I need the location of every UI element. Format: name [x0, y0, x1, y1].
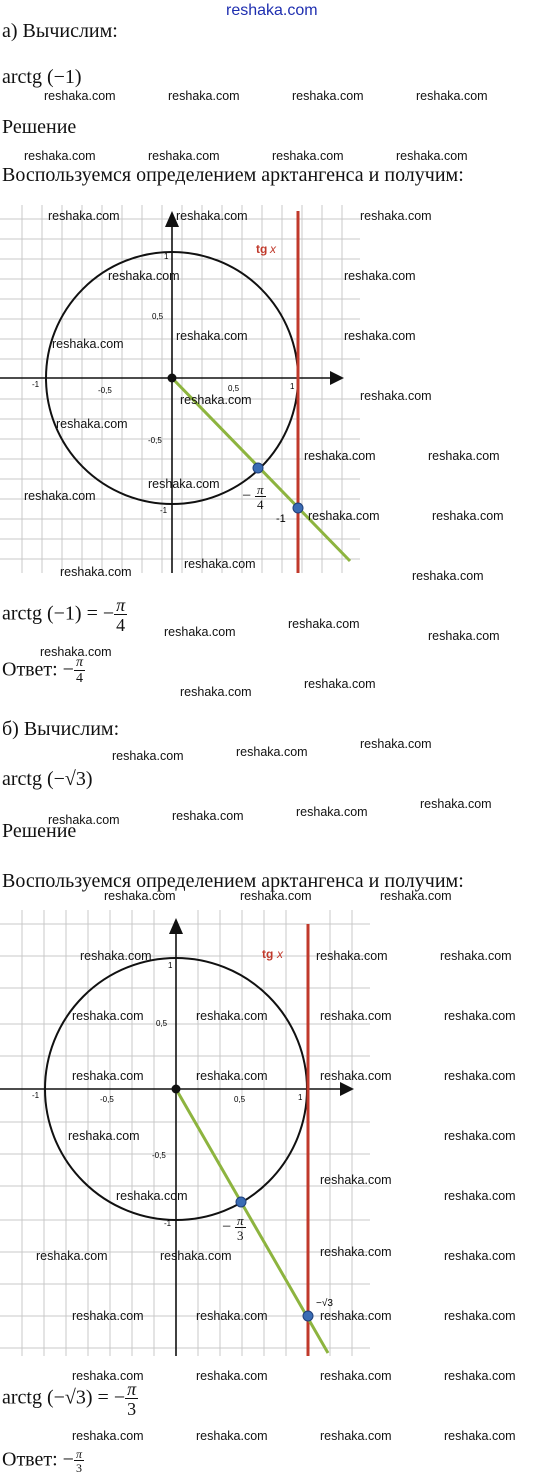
tick-y-05: 0,5: [152, 312, 164, 321]
tangent-point: [303, 1311, 313, 1321]
watermark: reshaka.com: [196, 1009, 268, 1023]
watermark: reshaka.com: [36, 1249, 108, 1263]
watermark: reshaka.com: [360, 737, 432, 751]
answer-label: Ответ: −: [2, 1448, 74, 1471]
watermark: reshaka.com: [44, 89, 116, 103]
part-a-lead-in: Воспользуемся определением арктангенса и получим:: [2, 164, 464, 186]
watermark: reshaka.com: [72, 1009, 144, 1023]
angle-sign: −: [222, 1218, 232, 1236]
angle-denominator: 4: [255, 496, 266, 511]
watermark: reshaka.com: [444, 1429, 516, 1443]
part-b-expression: arctg (−√3): [2, 768, 93, 790]
watermark: reshaka.com: [180, 685, 252, 699]
tangent-value-label: −√3: [316, 1298, 333, 1309]
tg-label: tg: [256, 242, 268, 256]
watermark: reshaka.com: [24, 489, 96, 503]
watermark: reshaka.com: [304, 449, 376, 463]
answer-numerator: π: [75, 1447, 82, 1461]
circle-point: [253, 463, 263, 473]
answer-denominator: 3: [74, 1460, 84, 1474]
tick-y-1: 1: [168, 961, 173, 970]
watermark: reshaka.com: [344, 269, 416, 283]
angle-numerator: π: [257, 482, 264, 497]
watermark: reshaka.com: [240, 889, 312, 903]
watermark: reshaka.com: [196, 1069, 268, 1083]
angle-numerator: π: [237, 1213, 244, 1228]
part-a-solution-label: Решение: [2, 116, 77, 138]
watermark: reshaka.com: [72, 1069, 144, 1083]
watermark: reshaka.com: [320, 1069, 392, 1083]
watermark: reshaka.com: [148, 149, 220, 163]
angle-denominator: 3: [235, 1227, 246, 1242]
watermark: reshaka.com: [444, 1369, 516, 1383]
watermark: reshaka.com: [296, 805, 368, 819]
watermark: reshaka.com: [48, 209, 120, 223]
part-a-result: [2, 596, 127, 634]
tangent-value-label: -1: [276, 513, 286, 525]
result-fraction: [114, 596, 127, 634]
part-a-heading: а) Вычислим:: [2, 20, 118, 42]
watermark: reshaka.com: [148, 477, 220, 491]
watermark: reshaka.com: [292, 89, 364, 103]
result-numerator: π: [116, 595, 126, 615]
tick-x-neg05: -0,5: [98, 386, 112, 395]
watermark: reshaka.com: [288, 617, 360, 631]
tg-var: x: [270, 242, 276, 256]
watermark: reshaka.com: [444, 1129, 516, 1143]
watermark: reshaka.com: [444, 1009, 516, 1023]
watermark: reshaka.com: [428, 629, 500, 643]
watermark: reshaka.com: [360, 389, 432, 403]
watermark: reshaka.com: [440, 949, 512, 963]
watermark: reshaka.com: [196, 1369, 268, 1383]
tick-x-1: 1: [298, 1093, 303, 1102]
tick-y-1: 1: [164, 252, 169, 261]
watermark: reshaka.com: [104, 889, 176, 903]
answer-denominator: 4: [74, 670, 85, 686]
watermark: reshaka.com: [196, 1309, 268, 1323]
watermark: reshaka.com: [72, 1309, 144, 1323]
watermark: reshaka.com: [72, 1429, 144, 1443]
watermark: reshaka.com: [320, 1369, 392, 1383]
origin-point: [168, 374, 177, 383]
watermark: reshaka.com: [52, 337, 124, 351]
watermark: reshaka.com: [168, 89, 240, 103]
result-denominator: 3: [125, 1398, 138, 1418]
part-b-result: [2, 1380, 138, 1418]
watermark: reshaka.com: [24, 149, 96, 163]
tg-var: x: [277, 947, 283, 961]
y-axis-arrow-icon: [169, 918, 183, 934]
watermark: reshaka.com: [320, 1245, 392, 1259]
watermark: reshaka.com: [112, 749, 184, 763]
answer-fraction: [74, 1448, 84, 1474]
tick-x-neg1: -1: [32, 1091, 40, 1100]
watermark: reshaka.com: [360, 209, 432, 223]
watermark: reshaka.com: [184, 557, 256, 571]
watermark: reshaka.com: [380, 889, 452, 903]
tick-x-05: 0,5: [234, 1095, 246, 1104]
watermark: reshaka.com: [272, 149, 344, 163]
part-b-solution-label: Решение: [2, 820, 77, 842]
part-b-answer: [2, 1448, 84, 1474]
watermark: reshaka.com: [304, 677, 376, 691]
part-a-expression: arctg (−1): [2, 66, 82, 88]
watermark: reshaka.com: [308, 509, 380, 523]
origin-point: [172, 1085, 181, 1094]
watermark: reshaka.com: [444, 1249, 516, 1263]
part-b-heading: б) Вычислим:: [2, 718, 120, 740]
tick-y-05: 0,5: [156, 1019, 168, 1028]
part-a-answer: [2, 656, 85, 686]
watermark: reshaka.com: [432, 509, 504, 523]
watermark: reshaka.com: [344, 329, 416, 343]
watermark: reshaka.com: [48, 813, 120, 827]
answer-numerator: π: [75, 655, 83, 670]
part-b-lead-in: Воспользуемся определением арктангенса и получим:: [2, 870, 464, 892]
watermark: reshaka.com: [164, 625, 236, 639]
answer-fraction: [74, 656, 85, 686]
watermark: reshaka.com: [80, 949, 152, 963]
watermark: reshaka.com: [236, 745, 308, 759]
tick-y-neg1: -1: [164, 1219, 172, 1228]
watermark: reshaka.com: [72, 1369, 144, 1383]
answer-label: Ответ: −: [2, 658, 74, 681]
watermark: reshaka.com: [180, 393, 252, 407]
watermark: reshaka.com: [444, 1189, 516, 1203]
watermark: reshaka.com: [320, 1009, 392, 1023]
watermark: reshaka.com: [68, 1129, 140, 1143]
circle-point: [236, 1197, 246, 1207]
part-a-unit-circle-graph: [0, 205, 360, 575]
angle-fraction: [255, 483, 266, 511]
watermark: reshaka.com: [416, 89, 488, 103]
watermark: reshaka.com: [108, 269, 180, 283]
angle-sign: −: [242, 487, 252, 505]
watermark: reshaka.com: [116, 1189, 188, 1203]
result-lhs: arctg (−√3) = −: [2, 1386, 126, 1409]
tg-label: tg: [262, 947, 274, 961]
part-a-angle-label: [242, 483, 266, 511]
tick-x-05: 0,5: [228, 384, 240, 393]
result-numerator: π: [127, 1379, 137, 1399]
watermark-top: reshaka.com: [226, 2, 318, 19]
tick-x-neg1: -1: [32, 380, 40, 389]
tick-y-neg05: -0,5: [152, 1151, 166, 1160]
watermark: reshaka.com: [60, 565, 132, 579]
angle-fraction: [235, 1214, 246, 1242]
watermark: reshaka.com: [444, 1309, 516, 1323]
watermark: reshaka.com: [320, 1429, 392, 1443]
watermark: reshaka.com: [172, 809, 244, 823]
watermark: reshaka.com: [176, 329, 248, 343]
watermark: reshaka.com: [176, 209, 248, 223]
watermark: reshaka.com: [412, 569, 484, 583]
watermark: reshaka.com: [316, 949, 388, 963]
watermark: reshaka.com: [396, 149, 468, 163]
watermark: reshaka.com: [320, 1173, 392, 1187]
watermark: reshaka.com: [444, 1069, 516, 1083]
tick-x-neg05: -0,5: [100, 1095, 114, 1104]
watermark: reshaka.com: [420, 797, 492, 811]
tangent-point: [293, 503, 303, 513]
part-b-angle-label: [222, 1214, 246, 1242]
watermark: reshaka.com: [56, 417, 128, 431]
result-fraction: [125, 1380, 138, 1418]
watermark: reshaka.com: [196, 1429, 268, 1443]
watermark: reshaka.com: [160, 1249, 232, 1263]
watermark: reshaka.com: [40, 645, 112, 659]
result-denominator: 4: [114, 614, 127, 634]
grid-lines: [0, 910, 370, 1356]
watermark: reshaka.com: [428, 449, 500, 463]
tick-x-1: 1: [290, 382, 295, 391]
result-lhs: arctg (−1) = −: [2, 602, 115, 625]
watermark: reshaka.com: [320, 1309, 392, 1323]
tick-y-neg05: -0,5: [148, 436, 162, 445]
tick-y-neg1: -1: [160, 506, 168, 515]
part-b-unit-circle-graph: [0, 910, 370, 1358]
